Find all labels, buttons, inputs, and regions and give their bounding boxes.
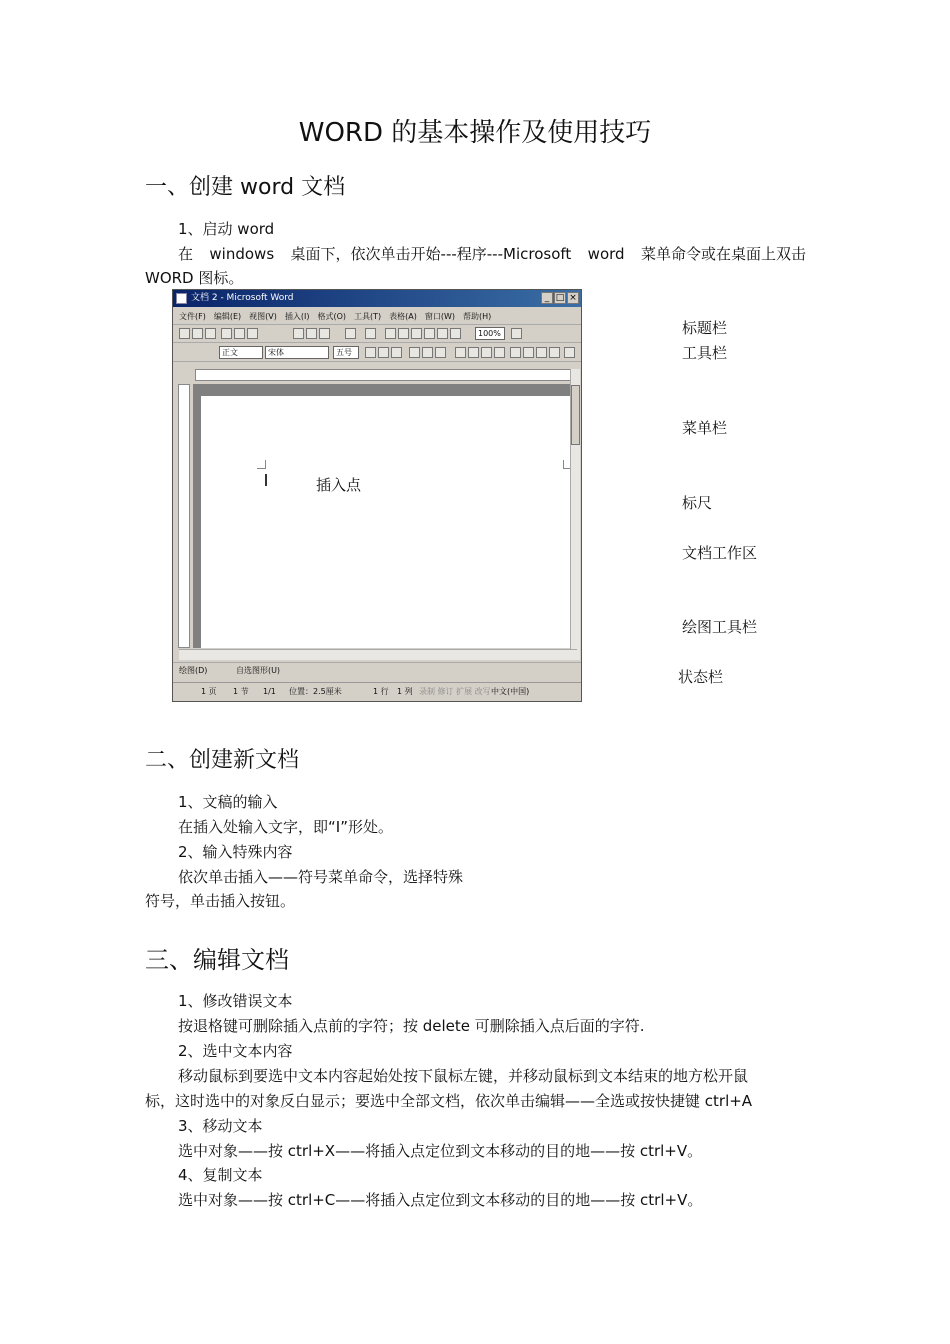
menu-item: 文件(F) [179,312,206,321]
document-title: WORD 的基本操作及使用技巧 [298,118,652,148]
cut-icon [293,328,304,339]
section-heading-new-doc: 二、创建新文档 [145,748,300,773]
menu-item: 插入(I) [284,312,310,321]
outdent-icon [536,347,547,358]
status-section: 1 节 [233,687,249,696]
word-app-icon [176,293,187,304]
underline-icon [391,347,402,358]
autoshapes-menu: 自选图形(U) [235,666,281,675]
insertion-point-label: 插入点 [316,476,362,494]
word: 桌面下，依次单击开始---程序---Microsoft [290,245,572,263]
insertion-point-cursor [265,474,267,486]
new-doc-icon [179,328,190,339]
vertical-ruler [178,384,190,648]
font-select: 宋体 [265,346,329,359]
vertical-scrollbar [570,369,580,660]
italic-icon [378,347,389,358]
status-page: 1 页 [201,687,217,696]
margin-corner [257,460,266,469]
item-input: 1、文稿的输入 [178,793,278,811]
paragraph-special-line2: 符号，单击插入按钮。 [145,892,296,910]
word: 菜单命令或在桌面上双击 [640,245,806,263]
align-right-icon [481,347,492,358]
shade-char-icon [422,347,433,358]
standard-toolbar [173,325,581,343]
horizontal-ruler [195,369,575,381]
word: 在 [178,245,194,263]
menu-item: 编辑(E) [213,312,242,321]
scroll-thumb [571,385,580,445]
window-title: 文档 2 - Microsoft Word [191,293,294,303]
status-pages: 1/1 [263,687,276,696]
bold-icon [365,347,376,358]
border-char-icon [409,347,420,358]
open-icon [192,328,203,339]
section-heading-edit: 三、编辑文档 [145,946,289,974]
table-icon [398,328,409,339]
word: windows [209,245,275,263]
redo-icon [365,328,376,339]
scale-char-icon [435,347,446,358]
item-select: 2、选中文本内容 [178,1042,293,1060]
paragraph-start-word-line1 [178,242,806,266]
label-statusbar: 状态栏 [678,668,724,686]
label-menubar: 菜单栏 [682,419,728,437]
paragraph-move: 选中对象——按 ctrl+X——将插入点定位到文本移动的目的地——按 ctrl+V。 [178,1142,703,1160]
label-toolbar: 工具栏 [682,344,728,362]
status-bar [173,682,581,701]
formatting-toolbar [173,344,581,362]
size-select: 五号 [333,346,359,359]
map-icon [450,328,461,339]
status-col: 1 列 [397,687,413,696]
menu-item: 格式(O) [317,312,347,321]
justify-icon [494,347,505,358]
label-workarea: 文档工作区 [682,544,758,562]
menu-item: 帮助(H) [463,312,492,321]
paragraph-special-line1: 依次单击插入——符号菜单命令，选择特殊 [178,868,464,886]
item-move: 3、移动文本 [178,1117,263,1135]
paragraph-select-line2: 标，这时选中的对象反白显示；要选中全部文档，依次单击编辑——全选或按快捷键 ctrl+A [145,1092,753,1110]
drawing-menu: 绘图(D) [179,666,208,675]
label-drawing-toolbar: 绘图工具栏 [682,618,758,636]
save-icon [205,328,216,339]
menu-item: 工具(T) [354,312,382,321]
spell-icon [247,328,258,339]
copy-icon [306,328,317,339]
menu-bar [173,308,581,325]
item-special: 2、输入特殊内容 [178,843,293,861]
item-start-word: 1、启动 word [178,220,275,238]
minimize-icon: _ [541,292,553,304]
window-title-bar [173,290,581,307]
style-select: 正文 [219,346,263,359]
paste-icon [319,328,330,339]
paragraph-input: 在插入处输入文字，即“I”形处。 [178,818,393,836]
paragraph-fix: 按退格键可删除插入点前的字符；按 delete 可删除插入点后面的字符. [178,1017,645,1035]
bullets-icon [523,347,534,358]
insert-table-icon [411,328,422,339]
label-title-bar: 标题栏 [682,319,728,337]
font-color-icon [564,347,575,358]
menu-item: 表格(A) [389,312,417,321]
numbering-icon [510,347,521,358]
columns-icon [424,328,435,339]
status-modes: 录制 修订 扩展 改写 [419,687,491,696]
help-icon [511,328,522,339]
menu-item: 窗口(W) [424,312,456,321]
preview-icon [234,328,245,339]
align-left-icon [455,347,466,358]
print-icon [221,328,232,339]
drawing-toolbar [173,662,581,679]
word-window-screenshot [172,289,582,702]
item-fix: 1、修改错误文本 [178,992,293,1010]
align-center-icon [468,347,479,358]
item-copy: 4、复制文本 [178,1166,263,1184]
hyperlink-icon [385,328,396,339]
status-lang: 中文(中国) [491,687,530,696]
paragraph-copy: 选中对象——按 ctrl+C——将插入点定位到文本移动的目的地——按 ctrl+V。 [178,1191,703,1209]
paragraph-start-word-line2: WORD 图标。 [145,269,244,287]
indent-icon [549,347,560,358]
label-ruler: 标尺 [682,494,713,512]
zoom-select: 100% [475,327,505,340]
horizontal-scrollbar [179,649,577,660]
drawing-icon [437,328,448,339]
menu-item: 视图(V) [249,312,277,321]
document-page [201,396,573,648]
status-position: 位置：2.5厘米 [289,687,342,696]
status-line: 1 行 [373,687,389,696]
close-icon: × [567,292,579,304]
paragraph-select-line1: 移动鼠标到要选中文本内容起始处按下鼠标左键，并移动鼠标到文本结束的地方松开鼠 [178,1067,749,1085]
section-heading-create-word: 一、创建 word 文档 [145,175,346,200]
undo-icon [345,328,356,339]
word: word [587,245,625,263]
maximize-icon: □ [555,293,565,303]
